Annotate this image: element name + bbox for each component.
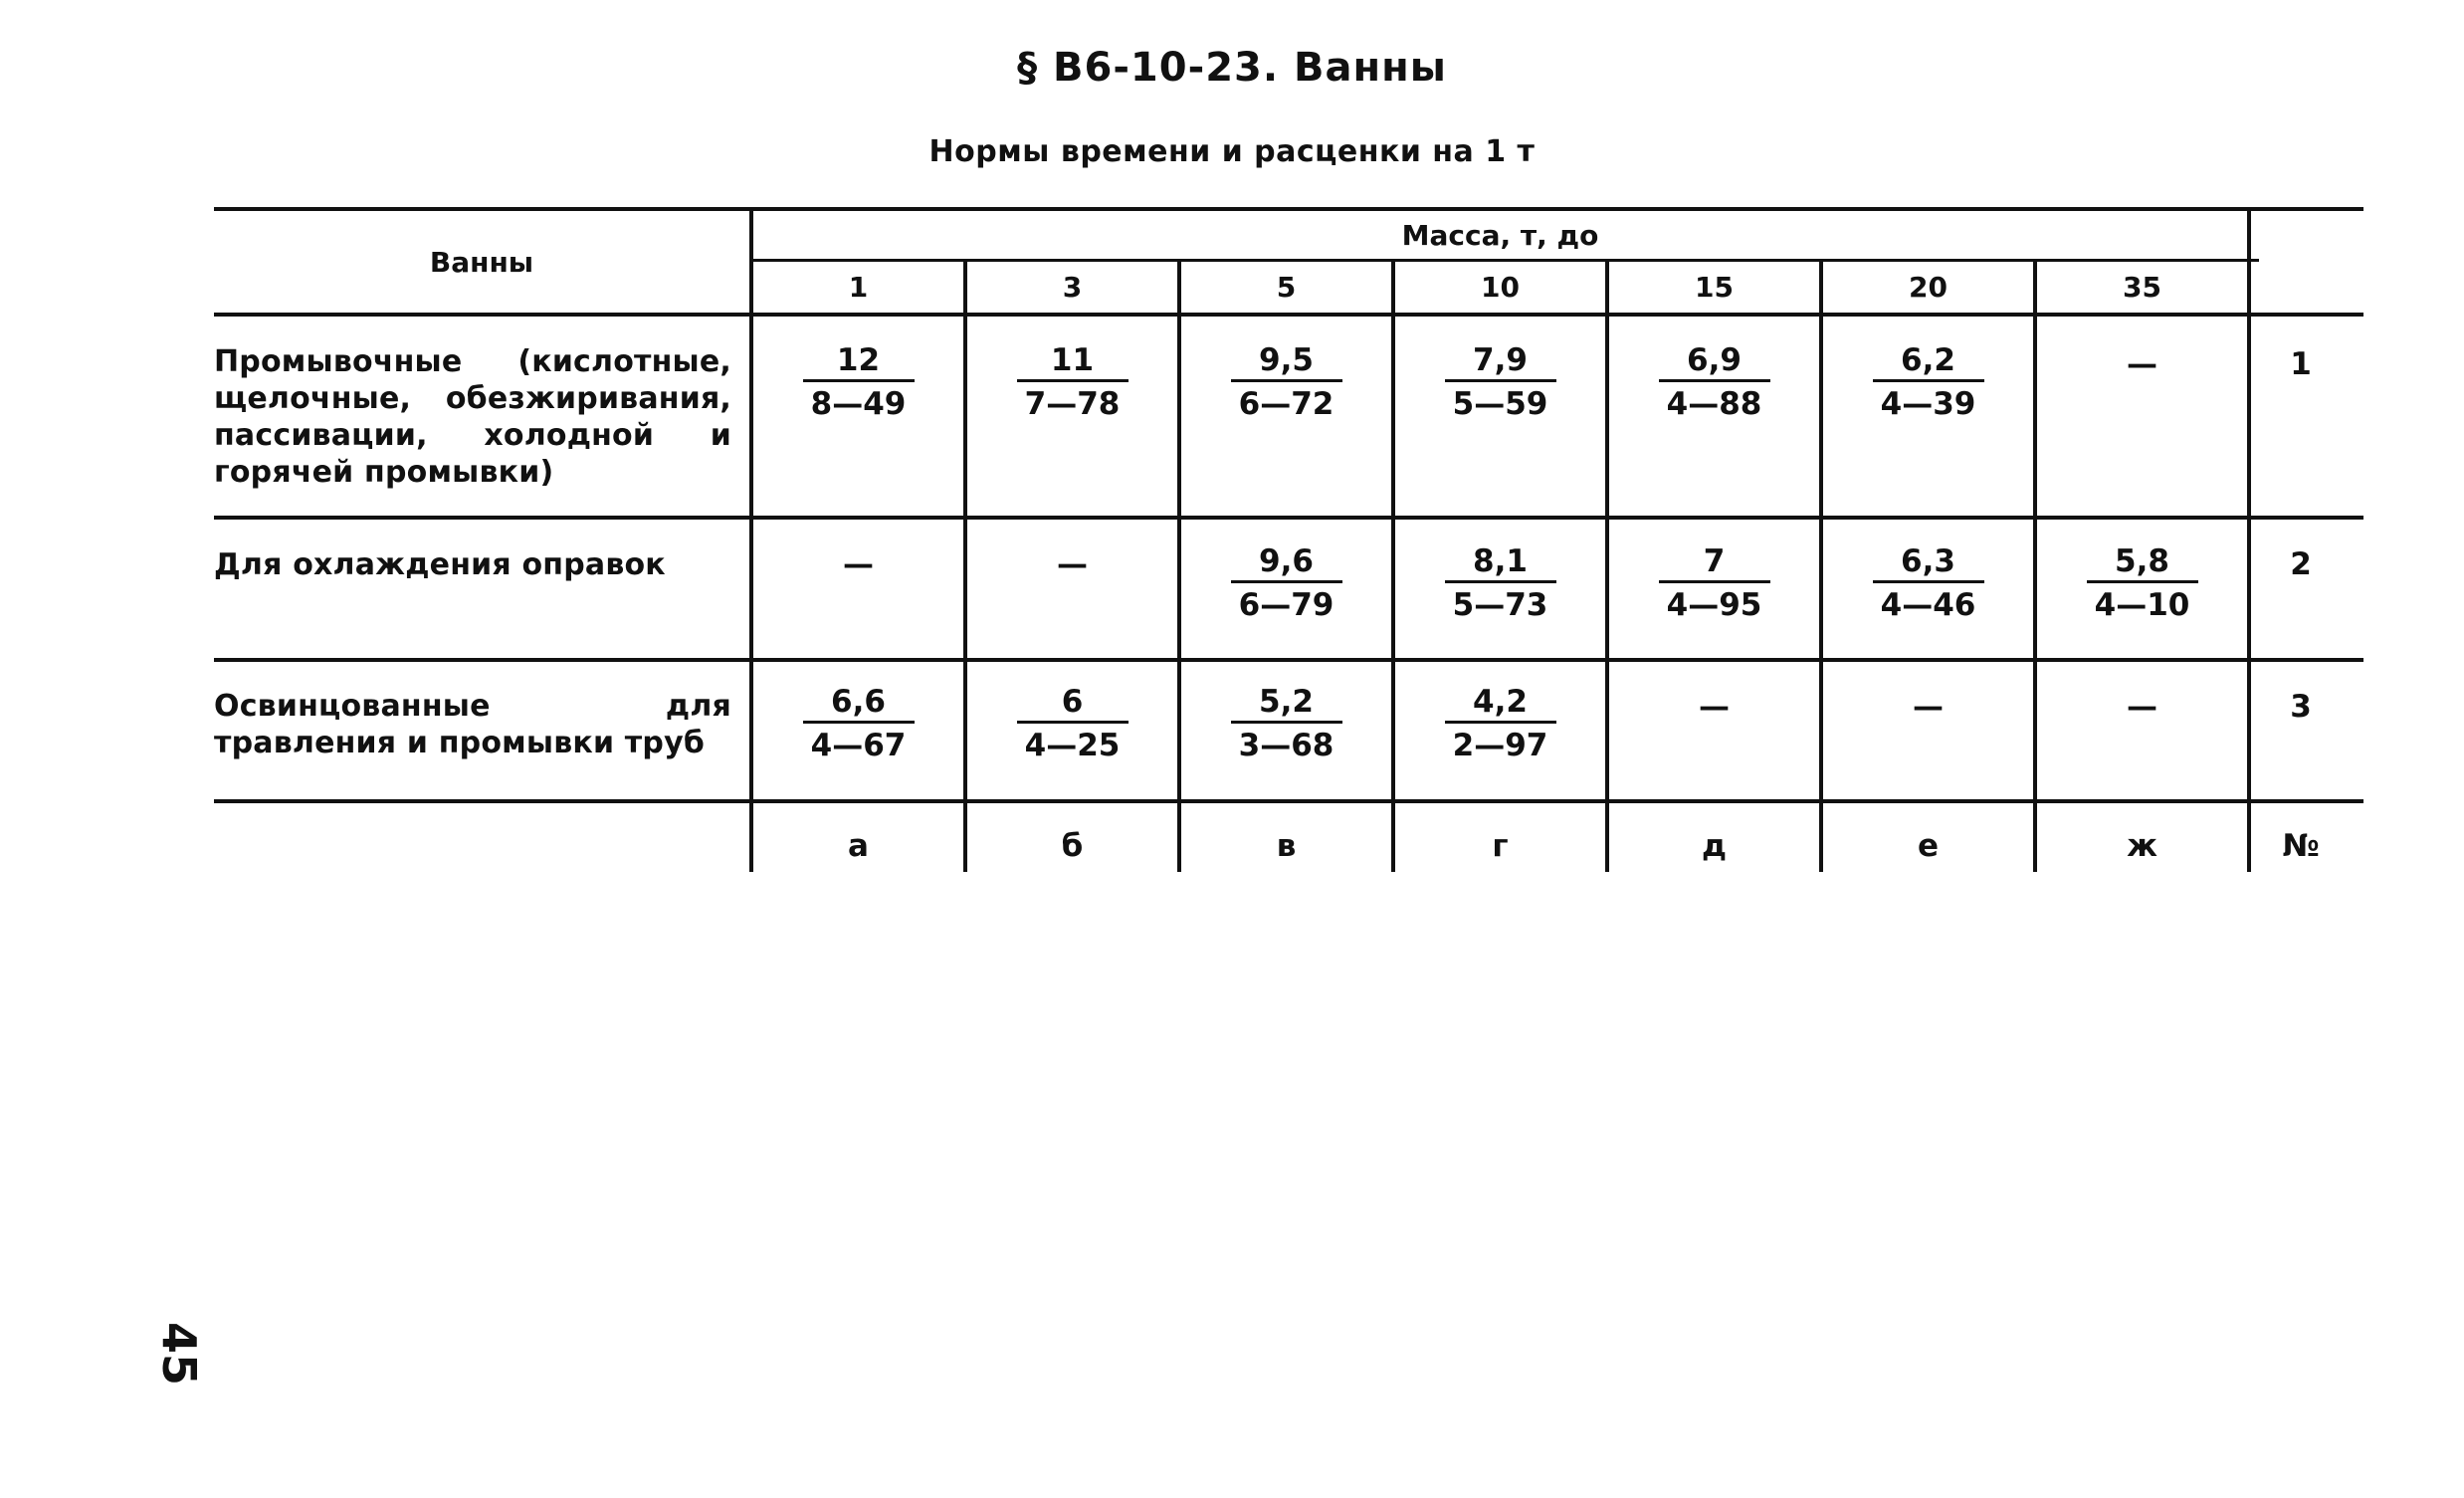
price: 2—97 <box>1452 728 1548 763</box>
fraction-bar <box>1231 721 1342 724</box>
row-number: 3 <box>2290 689 2312 725</box>
table-cell <box>965 683 1179 765</box>
header-bottom-rule <box>214 313 2363 317</box>
empty-cell-dash: — <box>1057 546 1088 582</box>
mass-col-5: 5 <box>1276 271 1297 304</box>
price: 5—73 <box>1452 587 1548 623</box>
mass-col-10: 10 <box>1481 271 1520 304</box>
table-cell <box>965 341 1179 424</box>
price: 4—39 <box>1880 386 1976 422</box>
fraction-bar <box>1445 580 1556 583</box>
fraction-bar <box>1659 379 1770 382</box>
table-cell <box>1179 542 1393 625</box>
mass-col-20: 20 <box>1909 271 1948 304</box>
column-letter: г <box>1492 828 1509 864</box>
fraction-bar <box>803 721 915 724</box>
norm-time: 9,5 <box>1259 342 1314 378</box>
norm-time: 7,9 <box>1473 342 1528 378</box>
fraction-bar <box>1445 379 1556 382</box>
norm-time: 12 <box>836 342 881 378</box>
price: 8—49 <box>810 386 907 422</box>
table-cell <box>1393 542 1607 625</box>
row-header-label: Ванны <box>429 245 534 279</box>
fraction-bar <box>1873 379 1984 382</box>
norm-time: 8,1 <box>1473 543 1528 579</box>
price: 5—59 <box>1452 386 1548 422</box>
table-cell <box>1179 683 1393 765</box>
fraction-bar <box>1659 580 1770 583</box>
table-subtitle: Нормы времени и расценки на 1 т <box>928 134 1536 169</box>
mass-col-15: 15 <box>1695 271 1734 304</box>
fraction-bar <box>1231 379 1342 382</box>
norm-time: 5,2 <box>1259 684 1314 720</box>
price: 6—79 <box>1238 587 1335 623</box>
norm-time: 5,8 <box>2115 543 2169 579</box>
empty-cell-dash: — <box>2127 689 2157 725</box>
norm-time: 6,2 <box>1901 342 1955 378</box>
table-cell <box>1607 341 1821 424</box>
column-letter: е <box>1917 828 1940 864</box>
column-letter: б <box>1061 828 1084 864</box>
norm-time: 6,3 <box>1901 543 1955 579</box>
price: 4—67 <box>810 728 907 763</box>
norm-time: 7 <box>1703 543 1726 579</box>
column-letter: д <box>1701 828 1728 864</box>
section-title: § В6-10-23. Ванны <box>1017 45 1447 91</box>
row-3-label: Освинцованные для травления и промывки труб <box>214 689 731 760</box>
price: 4—25 <box>1024 728 1121 763</box>
norm-time: 6 <box>1061 684 1084 720</box>
mass-col-3: 3 <box>1062 271 1083 304</box>
table-cell <box>1179 341 1393 424</box>
column-letter: в <box>1276 828 1297 864</box>
row-1-bottom-rule <box>214 516 2363 520</box>
table-cell <box>1821 542 2035 625</box>
norm-time: 9,6 <box>1259 543 1314 579</box>
table-cell <box>2035 542 2249 625</box>
empty-cell-dash: — <box>1699 689 1730 725</box>
price: 4—95 <box>1666 587 1762 623</box>
row-2-bottom-rule <box>214 658 2363 662</box>
price: 7—78 <box>1024 386 1121 422</box>
norm-time: 6,6 <box>831 684 886 720</box>
empty-cell-dash: — <box>843 546 874 582</box>
empty-cell-dash: — <box>2127 346 2157 382</box>
empty-cell-dash: — <box>1913 689 1944 725</box>
row-1-label: Промывочные (кислотные, щелочные, обезжиривания, пассивации, холодной и горячей промывки) <box>214 344 731 490</box>
table-cell <box>751 341 965 424</box>
number-column-label: № <box>2282 828 2320 864</box>
norm-time: 6,9 <box>1687 342 1742 378</box>
norm-time: 11 <box>1050 342 1095 378</box>
fraction-bar <box>1017 721 1129 724</box>
row-number: 2 <box>2290 546 2312 582</box>
table-cell <box>1393 683 1607 765</box>
fraction-bar <box>803 379 915 382</box>
table-cell <box>751 683 965 765</box>
col-rule-7 <box>2247 207 2251 872</box>
page-number: 45 <box>152 1322 206 1387</box>
table-cell <box>1821 341 2035 424</box>
price: 4—46 <box>1880 587 1976 623</box>
fraction-bar <box>1231 580 1342 583</box>
fraction-bar <box>1873 580 1984 583</box>
table-bottom-rule <box>214 799 2363 803</box>
fraction-bar <box>1017 379 1129 382</box>
mass-col-1: 1 <box>848 271 869 304</box>
price: 3—68 <box>1238 728 1335 763</box>
column-letter: а <box>848 828 869 864</box>
column-letter: ж <box>2127 828 2157 864</box>
norm-time: 4,2 <box>1473 684 1528 720</box>
table-cell <box>1607 542 1821 625</box>
mass-header-label: Масса, т, до <box>1401 218 1599 252</box>
row-number: 1 <box>2290 346 2312 382</box>
row-2-label: Для охлаждения оправок <box>214 547 666 582</box>
price: 4—88 <box>1666 386 1762 422</box>
mass-col-35: 35 <box>2123 271 2161 304</box>
fraction-bar <box>1445 721 1556 724</box>
price: 4—10 <box>2094 587 2190 623</box>
fraction-bar <box>2087 580 2198 583</box>
table-cell <box>1393 341 1607 424</box>
price: 6—72 <box>1238 386 1335 422</box>
